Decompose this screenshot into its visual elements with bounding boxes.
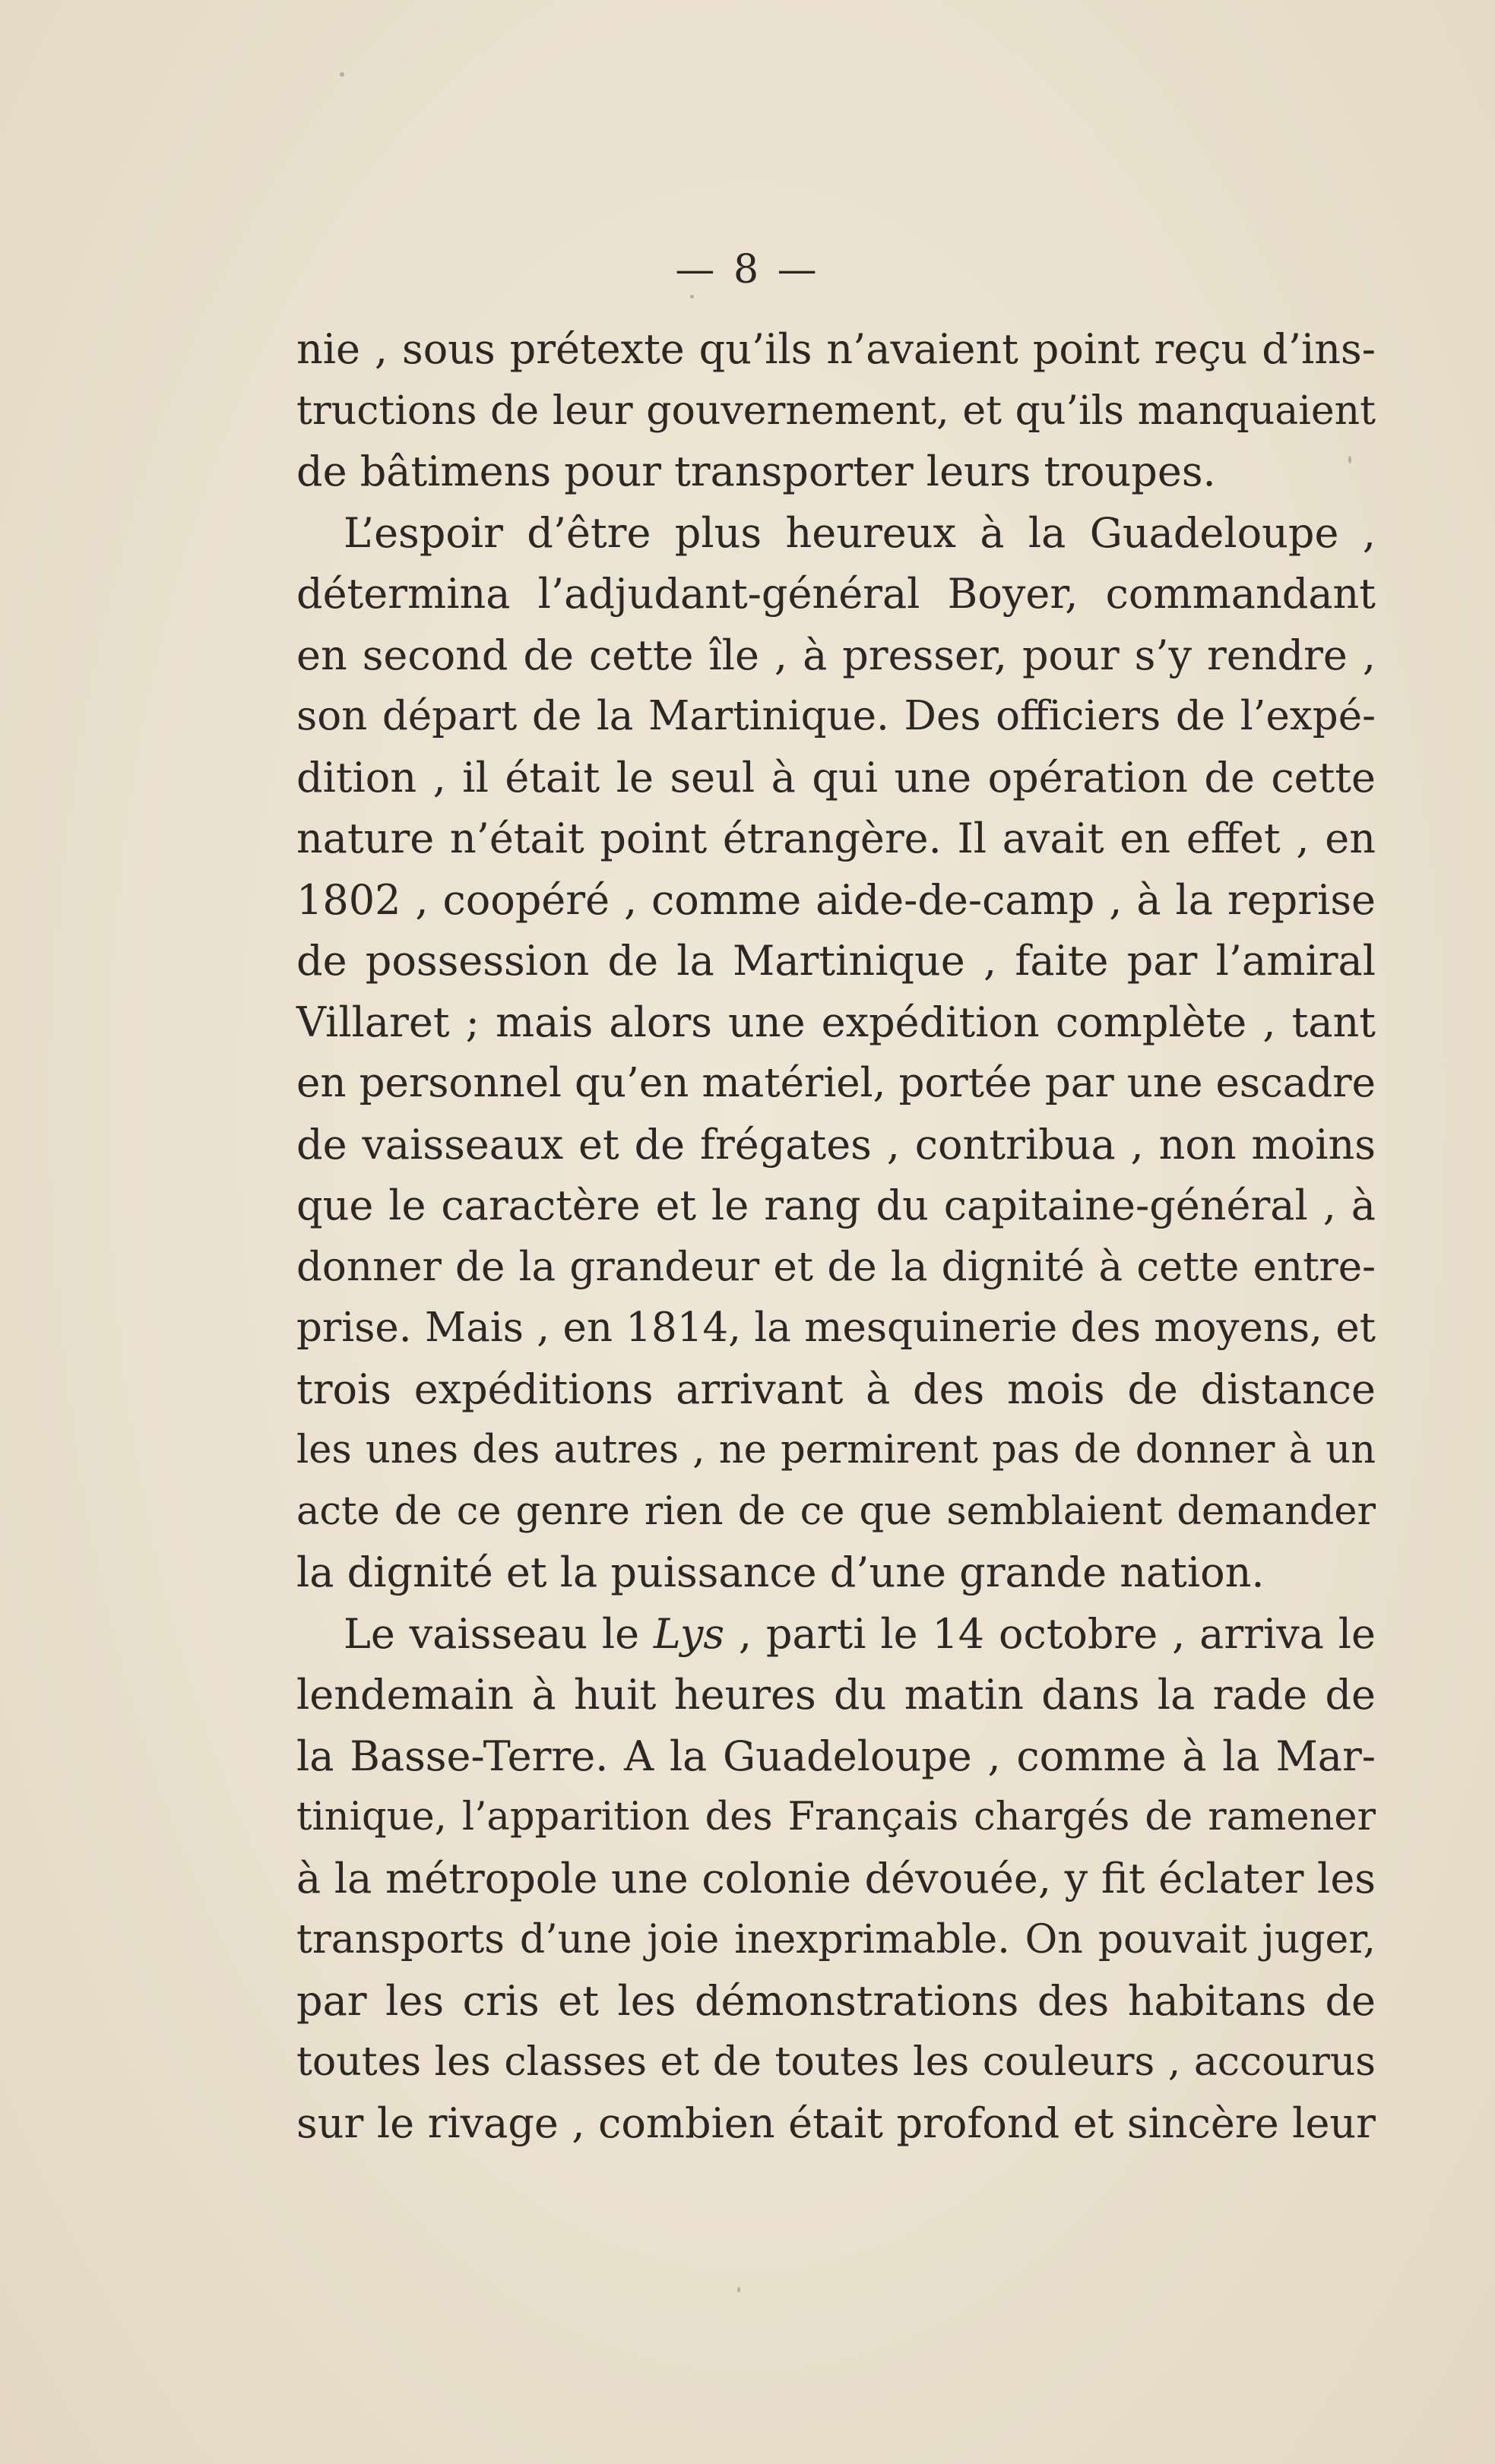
text-line: trois expéditions arrivant à des mois de distance [296,1365,1376,1413]
text-line: de possession de la Martinique , faite par l’amiral [296,937,1376,985]
text-line: sur le rivage , combien était profond et sincère leur [296,2099,1376,2147]
text-line: son départ de la Martinique. Des officiers de l’expé- [296,693,1376,739]
text-line: la dignité et la puissance d’une grande nation. [296,1548,1265,1596]
body-text [296,319,1376,2154]
text-line: donner de la grandeur et de la dignité à cette entre- [296,1243,1376,1290]
paper-speck [690,295,694,299]
text-line: à la métropole une colonie dévouée, y fit éclater les [296,1854,1376,1903]
text-line: en personnel qu’en matériel, portée par une escadre [296,1060,1376,1106]
text-line: 1802 , coopéré , comme aide-de-camp , à la reprise [296,875,1376,924]
text-line: la Basse-Terre. A la Guadeloupe , comme à la Mar- [296,1732,1376,1780]
text-line: L’espoir d’être plus heureux à la Guadeloupe , [344,508,1376,557]
text-line: par les cris et les démonstrations des habitans de [296,1976,1376,2025]
text-line: nie , sous prétexte qu’ils n’avaient point reçu d’ins- [296,325,1376,373]
text-line: détermina l’adjudant-général Boyer, commandant [296,570,1376,618]
text-line: de bâtimens pour transporter leurs troupes. [296,448,1216,495]
text-segment: , parti le 14 octobre , arriva le [724,1609,1376,1658]
ship-name: Lys [653,1609,725,1658]
text-line: prise. Mais , en 1814, la mesquinerie des moyens, et [296,1305,1376,1351]
text-line [296,1604,1376,1665]
text-line: toutes les classes et de toutes les couleurs , accourus [296,2039,1376,2085]
text-line: tructions de leur gouvernement, et qu’ils manquaient [296,387,1376,434]
text-segment: Le vaisseau le [344,1609,654,1658]
text-line: les unes des autres , ne permirent pas de donner à un [296,1428,1376,1472]
text-line: lendemain à huit heures du matin dans la rade de [296,1671,1376,1719]
text-line: dition , il était le seul à qui une opération de cette [296,753,1376,802]
text-line: tinique, l’apparition des Français chargés de ramener [296,1795,1376,1839]
text-line: que le caractère et le rang du capitaine-général , à [296,1181,1376,1229]
text-line: en second de cette île , à presser, pour s’y rendre , [296,631,1376,679]
text-line: Villaret ; mais alors une expédition complète , tant [296,998,1376,1046]
text-line: de vaisseaux et de frégates , contribua , non moins [296,1120,1376,1169]
paper-speck [737,2287,740,2292]
text-line: acte de ce genre rien de ce que semblaient demander [296,1488,1376,1534]
page-number: — 8 — [675,247,820,293]
text-line: nature n’était point étrangère. Il avait en effet , en [296,814,1376,862]
paper-speck [340,72,344,77]
text-line: transports d’une joie inexprimable. On pouvait juger, [296,1917,1376,1963]
